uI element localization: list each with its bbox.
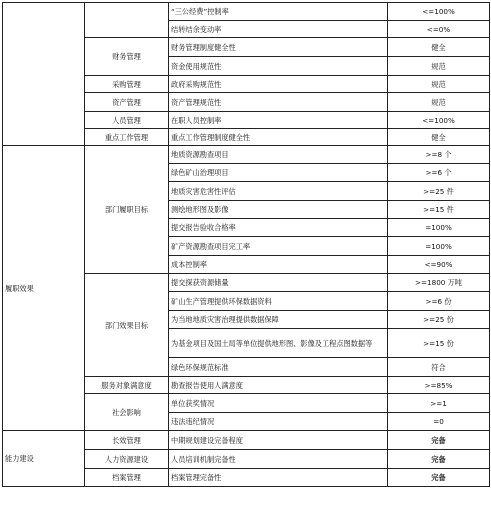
tertiary-indicator-cell: 为基金项目及国土局等单位提供地形图、影像及工程点图数据等 xyxy=(169,329,388,358)
tertiary-indicator-cell: 为当地地质灾害治理提供数据保障 xyxy=(169,311,388,329)
target-value-cell: >=25 份 xyxy=(388,311,490,329)
tertiary-indicator-cell: 矿山生产管理提供环保数据资料 xyxy=(169,292,388,311)
secondary-indicator-cell: 服务对象满意度 xyxy=(85,377,169,394)
target-value-cell: >=85% xyxy=(388,377,490,394)
secondary-indicator-cell xyxy=(85,3,169,38)
tertiary-indicator-cell: 政府采购规范性 xyxy=(169,76,388,93)
secondary-indicator-cell: 资产管理 xyxy=(85,93,169,112)
target-value-cell: 规范 xyxy=(388,76,490,93)
tertiary-indicator-cell: 矿产资源勘查项目完工率 xyxy=(169,237,388,256)
tertiary-indicator-cell: 重点工作管理制度健全性 xyxy=(169,129,388,146)
tertiary-indicator-cell: 绿色矿山治理项目 xyxy=(169,164,388,182)
target-value-cell: >=15 份 xyxy=(388,329,490,358)
tertiary-indicator-cell: 人员培训机制完备性 xyxy=(169,450,388,469)
tertiary-indicator-cell: 资产管理规范性 xyxy=(169,93,388,112)
primary-indicator-cell: 能力建设 xyxy=(3,431,85,487)
tertiary-indicator-cell: 中期规划建设完备程度 xyxy=(169,431,388,450)
tertiary-indicator-cell: 提交探获资源储量 xyxy=(169,274,388,292)
target-value-cell: >=1 xyxy=(388,394,490,413)
target-value-cell: <=100% xyxy=(388,3,490,21)
tertiary-indicator-cell: “三公经费”控制率 xyxy=(169,3,388,21)
target-value-cell: =100% xyxy=(388,237,490,256)
tertiary-indicator-cell: 档案管理完备性 xyxy=(169,469,388,487)
secondary-indicator-cell: 长效管理 xyxy=(85,431,169,450)
target-value-cell: >=25 件 xyxy=(388,182,490,201)
target-value-cell: 完备 xyxy=(388,450,490,469)
target-value-cell: <=90% xyxy=(388,256,490,274)
target-value-cell: =0 xyxy=(388,413,490,431)
tertiary-indicator-cell: 单位获奖情况 xyxy=(169,394,388,413)
secondary-indicator-cell: 人力资源建设 xyxy=(85,450,169,469)
tertiary-indicator-cell: 绿色环保规范标准 xyxy=(169,358,388,377)
target-value-cell: 符合 xyxy=(388,358,490,377)
primary-indicator-cell: 履职效果 xyxy=(3,146,85,431)
tertiary-indicator-cell: 地质灾害危害性评估 xyxy=(169,182,388,201)
target-value-cell: =100% xyxy=(388,219,490,237)
target-value-cell: 健全 xyxy=(388,38,490,57)
target-value-cell: >=8 个 xyxy=(388,146,490,164)
tertiary-indicator-cell: 成本控制率 xyxy=(169,256,388,274)
secondary-indicator-cell: 社会影响 xyxy=(85,394,169,431)
tertiary-indicator-cell: 结转结余变动率 xyxy=(169,21,388,38)
tertiary-indicator-cell: 财务管理制度健全性 xyxy=(169,38,388,57)
target-value-cell: 完备 xyxy=(388,469,490,487)
secondary-indicator-cell: 采购管理 xyxy=(85,76,169,93)
target-value-cell: 健全 xyxy=(388,129,490,146)
target-value-cell: >=6 个 xyxy=(388,164,490,182)
performance-indicator-table xyxy=(2,2,490,487)
table-row xyxy=(3,146,490,164)
primary-indicator-cell xyxy=(3,3,85,146)
secondary-indicator-cell: 部门效果目标 xyxy=(85,274,169,377)
secondary-indicator-cell: 部门履职目标 xyxy=(85,146,169,274)
tertiary-indicator-cell: 在职人员控制率 xyxy=(169,112,388,129)
secondary-indicator-cell: 档案管理 xyxy=(85,469,169,487)
tertiary-indicator-cell: 资金使用规范性 xyxy=(169,57,388,76)
tertiary-indicator-cell: 提交报告验收合格率 xyxy=(169,219,388,237)
tertiary-indicator-cell: 违法违纪情况 xyxy=(169,413,388,431)
target-value-cell: >=1800 万吨 xyxy=(388,274,490,292)
target-value-cell: 规范 xyxy=(388,57,490,76)
table-row xyxy=(3,431,490,450)
tertiary-indicator-cell: 地质资源勘查项目 xyxy=(169,146,388,164)
target-value-cell: <=0% xyxy=(388,21,490,38)
target-value-cell: >=15 件 xyxy=(388,201,490,219)
target-value-cell: >=6 份 xyxy=(388,292,490,311)
secondary-indicator-cell: 财务管理 xyxy=(85,38,169,76)
target-value-cell: 规范 xyxy=(388,93,490,112)
tertiary-indicator-cell: 勘查报告使用人满意度 xyxy=(169,377,388,394)
target-value-cell: 完备 xyxy=(388,431,490,450)
tertiary-indicator-cell: 测绘地形图及影像 xyxy=(169,201,388,219)
secondary-indicator-cell: 人员管理 xyxy=(85,112,169,129)
target-value-cell: <=100% xyxy=(388,112,490,129)
table-row xyxy=(3,3,490,21)
secondary-indicator-cell: 重点工作管理 xyxy=(85,129,169,146)
